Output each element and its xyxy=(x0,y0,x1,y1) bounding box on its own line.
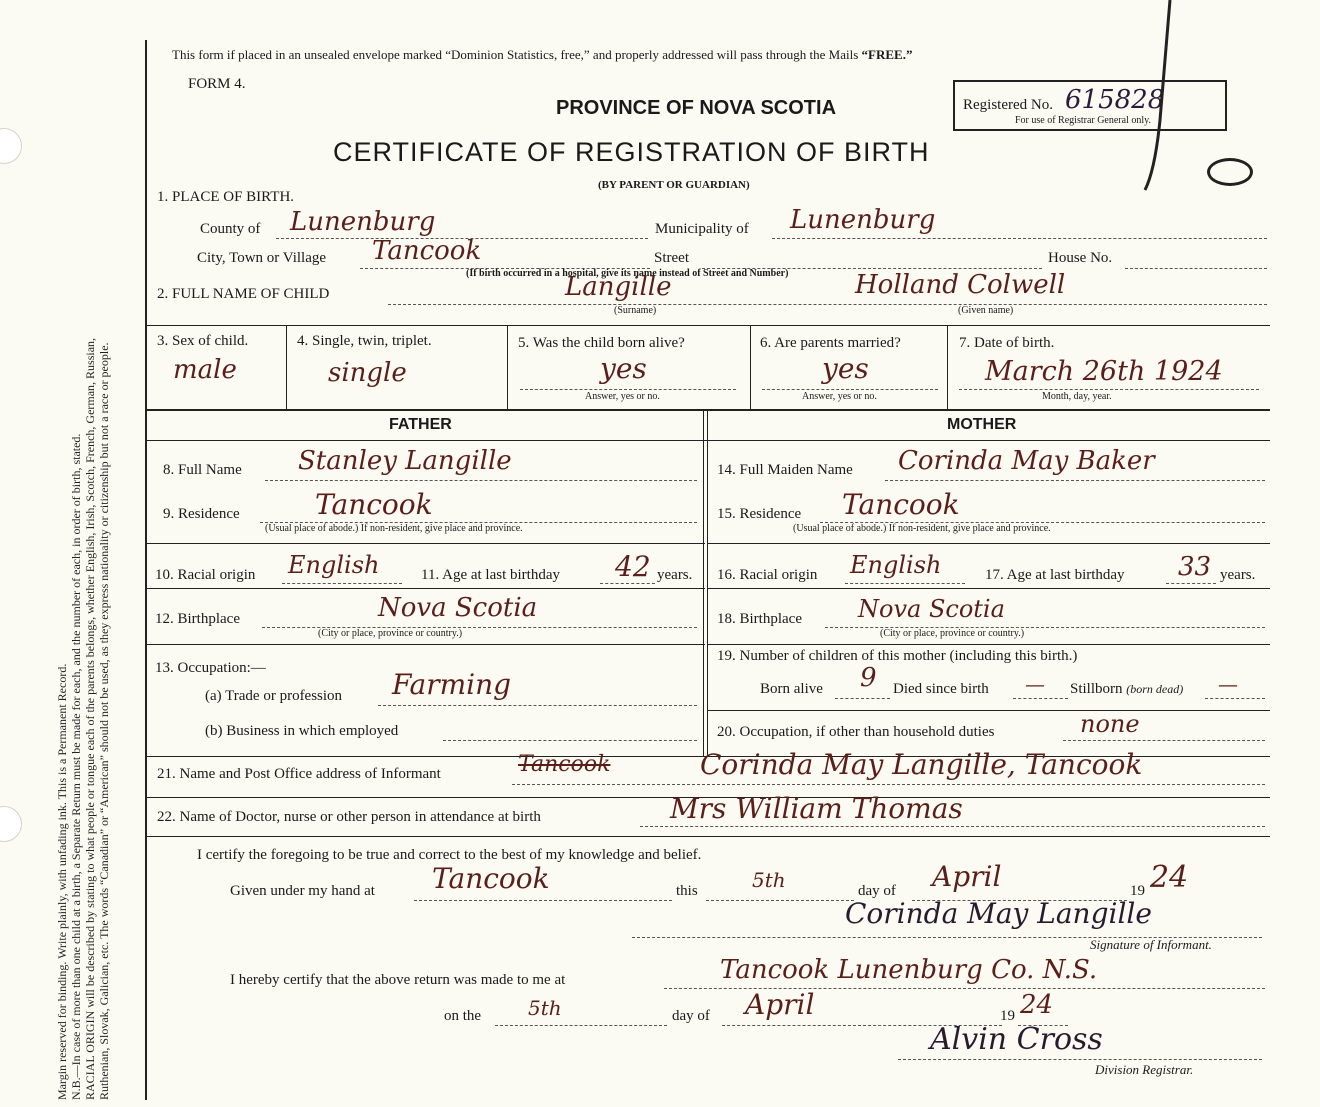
stillborn-label xyxy=(1070,681,1183,698)
registered-label: Registered No. xyxy=(963,97,1053,113)
father-business-line xyxy=(443,740,697,741)
mother-age-line xyxy=(1166,583,1216,584)
mail-notice xyxy=(172,47,912,63)
surname-caption: (Surname) xyxy=(614,305,657,316)
registrar-use-note: For use of Registrar General only. xyxy=(1015,115,1151,126)
mother-birthplace-caption: (City or place, province or country.) xyxy=(880,628,1025,639)
registrar-day-of-label: day of xyxy=(672,1008,710,1024)
given-name-caption: (Given name) xyxy=(958,305,1014,316)
father-birthplace-value: Nova Scotia xyxy=(378,593,538,623)
informant-line xyxy=(512,784,1265,785)
child-name-line xyxy=(388,304,1267,305)
city-value: Tancook xyxy=(372,236,482,266)
father-age-line xyxy=(600,583,655,584)
cert-day-of-label: day of xyxy=(858,883,896,899)
father-name-label: 8. Full Name xyxy=(163,462,242,478)
rule-mother-children xyxy=(707,710,1270,711)
married-line xyxy=(762,389,938,390)
informant-signature-caption: Signature of Informant. xyxy=(1090,937,1212,952)
father-racial-value: English xyxy=(288,551,380,579)
certify-statement: I certify the foregoing to be true and correct to the best of my knowledge and belief. xyxy=(197,847,702,863)
municipality-label: Municipality of xyxy=(655,221,749,237)
municipality-value: Lunenburg xyxy=(790,205,936,235)
this-label: this xyxy=(676,883,698,899)
form-number: FORM 4. xyxy=(188,76,246,92)
father-heading: FATHER xyxy=(389,416,452,433)
mother-birthplace-label: 18. Birthplace xyxy=(717,611,802,627)
rule-father-racial xyxy=(145,588,705,589)
alive-line xyxy=(520,389,736,390)
rule-father-residence xyxy=(145,543,705,544)
registrar-day-line xyxy=(495,1025,667,1026)
died-label: Died since birth xyxy=(893,681,989,697)
married-value: yes xyxy=(822,352,869,385)
stillborn-line xyxy=(1205,698,1265,699)
father-name-value: Stanley Langille xyxy=(298,446,512,476)
registrar-month-value: April xyxy=(745,988,815,1021)
mother-residence-caption: (Usual place of abode.) If non-resident, give place and province. xyxy=(793,523,1051,534)
plurality-value: single xyxy=(328,358,407,388)
mother-occupation-line xyxy=(1063,740,1265,741)
father-age-value: 42 xyxy=(615,550,651,583)
father-trade-value: Farming xyxy=(392,668,512,701)
father-birthplace-label: 12. Birthplace xyxy=(155,611,240,627)
alive-value: yes xyxy=(600,352,647,385)
died-value: — xyxy=(1025,672,1045,696)
mother-years-label: years. xyxy=(1220,567,1256,583)
registrar-year-prefix: 19 xyxy=(1000,1008,1015,1024)
mother-birthplace-value: Nova Scotia xyxy=(858,595,1005,623)
child-surname: Langille xyxy=(565,272,672,302)
left-border xyxy=(145,40,147,1100)
street-label: Street xyxy=(654,250,689,266)
married-caption: Answer, yes or no. xyxy=(802,391,877,402)
mother-residence-label: 15. Residence xyxy=(717,506,802,522)
attendant-line xyxy=(640,826,1265,827)
registrar-year-value: 24 xyxy=(1020,990,1054,1020)
alive-caption: Answer, yes or no. xyxy=(585,391,660,402)
father-trade-line xyxy=(378,705,697,706)
cert-day-value: 5th xyxy=(752,868,786,892)
informant-label: 21. Name and Post Office address of Informant xyxy=(157,766,441,782)
city-label: City, Town or Village xyxy=(197,250,327,266)
dob-label: 7. Date of birth. xyxy=(959,335,1055,351)
father-birthplace-caption: (City or place, province or country.) xyxy=(318,628,463,639)
attendant-value: Mrs William Thomas xyxy=(670,792,963,825)
punch-hole-top xyxy=(0,128,22,164)
died-line xyxy=(1013,698,1068,699)
father-occupation-label: 13. Occupation:— xyxy=(155,660,266,676)
county-value: Lunenburg xyxy=(290,207,436,237)
sex-value: male xyxy=(173,355,237,385)
married-label: 6. Are parents married? xyxy=(760,335,901,351)
registered-number: 615828 xyxy=(1065,85,1165,115)
born-alive-line xyxy=(835,698,890,699)
mother-racial-line xyxy=(845,583,965,584)
mother-name-line xyxy=(885,480,1265,481)
registrar-place-value: Tancook Lunenburg Co. N.S. xyxy=(720,955,1098,985)
father-residence-value: Tancook xyxy=(315,488,433,521)
sex-label: 3. Sex of child. xyxy=(157,333,249,349)
father-racial-label: 10. Racial origin xyxy=(155,567,256,583)
margin-note-1: Margin reserved for binding. Write plainly, with unfading ink. This is a Permanent Record. xyxy=(55,663,69,1100)
rule-attendant-bottom xyxy=(145,836,1270,837)
dob-value: March 26th 1924 xyxy=(985,356,1223,387)
given-place-line xyxy=(414,900,672,901)
row3-divider-2 xyxy=(507,326,508,410)
given-place-value: Tancook xyxy=(432,862,550,895)
mail-notice-free: “FREE.” xyxy=(861,47,913,62)
registrar-day-value: 5th xyxy=(528,996,562,1020)
dob-line xyxy=(959,389,1259,390)
born-alive-label: Born alive xyxy=(760,681,823,697)
place-of-birth-heading: 1. PLACE OF BIRTH. xyxy=(157,189,295,205)
informant-value: Corinda May Langille, Tancook xyxy=(700,748,1143,781)
margin-note-2: N.B.—In case of more than one child at a birth, a Separate Return must be made for each, and the number of each, in order of birth, stated. xyxy=(69,433,83,1100)
parents-divider-2 xyxy=(707,410,708,756)
cert-day-line xyxy=(706,900,854,901)
registrar-signature-line xyxy=(898,1059,1262,1060)
child-given-name: Holland Colwell xyxy=(855,270,1066,300)
page-title: CERTIFICATE OF REGISTRATION OF BIRTH xyxy=(333,137,930,167)
father-residence-caption: (Usual place of abode.) If non-resident, give place and province. xyxy=(265,523,523,534)
rule-mother-birthplace xyxy=(707,644,1270,645)
margin-note-4: Ruthenian, Slovak, Galician, etc. The words “Canadian” or “American” should not be used, as they express nationality or citizenship but not a race or people. xyxy=(97,342,111,1100)
registrar-statement: I hereby certify that the above return was made to me at xyxy=(230,972,566,988)
hospital-note: (If birth occurred in a hospital, give its name instead of Street and Number) xyxy=(466,268,789,279)
municipality-line xyxy=(772,238,1267,239)
father-years-label: years. xyxy=(657,567,693,583)
margin-note-3: RACIAL ORIGIN will be described by stating to what people or tongue each of the parents belongs, whether English, Irish, Scotch, French, German, Russian, xyxy=(83,337,97,1100)
dob-caption: Month, day, year. xyxy=(1042,391,1112,402)
cert-month-value: April xyxy=(932,860,1002,893)
mother-name-value: Corinda May Baker xyxy=(898,446,1155,476)
row3-divider-1 xyxy=(286,326,287,410)
mother-name-label: 14. Full Maiden Name xyxy=(717,462,853,478)
plurality-label: 4. Single, twin, triplet. xyxy=(297,333,432,349)
margin-notes xyxy=(55,20,111,1100)
mail-notice-text: This form if placed in an unsealed envelope marked “Dominion Statistics, free,” and properly addressed will pass through the Mails xyxy=(172,47,862,62)
house-label: House No. xyxy=(1048,250,1113,266)
row3-divider-3 xyxy=(750,326,751,410)
born-alive-value: 9 xyxy=(860,663,877,693)
father-name-line xyxy=(265,480,697,481)
father-trade-label: (a) Trade or profession xyxy=(205,688,343,704)
stillborn-note: (born dead) xyxy=(1126,682,1184,696)
father-age-label: 11. Age at last birthday xyxy=(421,567,560,583)
mother-racial-value: English xyxy=(850,551,942,579)
registrar-signature: Alvin Cross xyxy=(930,1022,1103,1057)
stillborn-text: Stillborn xyxy=(1070,681,1123,697)
county-label: County of xyxy=(200,221,261,237)
mother-age-value: 33 xyxy=(1178,552,1212,582)
registrar-caption: Division Registrar. xyxy=(1095,1062,1194,1077)
mother-occupation-value: none xyxy=(1080,710,1140,738)
mother-heading: MOTHER xyxy=(947,416,1017,433)
row3-divider-4 xyxy=(947,326,948,410)
cert-year-value: 24 xyxy=(1150,860,1189,895)
rule-mother-residence xyxy=(707,543,1270,544)
mother-children-label: 19. Number of children of this mother (including this birth.) xyxy=(717,648,1078,664)
mother-racial-label: 16. Racial origin xyxy=(717,567,818,583)
rule-mother-racial xyxy=(707,588,1270,589)
informant-struck-word: Tancook xyxy=(518,752,611,777)
stillborn-value: — xyxy=(1218,672,1238,696)
house-line xyxy=(1125,268,1267,269)
punch-hole-bottom xyxy=(0,806,22,842)
father-business-label: (b) Business in which employed xyxy=(205,723,399,739)
given-under-label: Given under my hand at xyxy=(230,883,375,899)
mother-occupation-label: 20. Occupation, if other than household duties xyxy=(717,724,995,740)
parents-divider xyxy=(703,410,704,756)
page-subtitle: (BY PARENT OR GUARDIAN) xyxy=(598,179,750,191)
rule-father-birthplace xyxy=(145,644,705,645)
cert-year-prefix: 19 xyxy=(1130,883,1145,899)
mother-age-label: 17. Age at last birthday xyxy=(985,567,1125,583)
mother-residence-value: Tancook xyxy=(842,488,960,521)
attendant-label: 22. Name of Doctor, nurse or other person in attendance at birth xyxy=(157,809,541,825)
province-heading: PROVINCE OF NOVA SCOTIA xyxy=(556,97,837,119)
ink-stamp-mark xyxy=(1207,158,1253,186)
father-residence-label: 9. Residence xyxy=(163,506,240,522)
alive-label: 5. Was the child born alive? xyxy=(518,335,685,351)
informant-signature: Corinda May Langille xyxy=(845,897,1152,930)
child-name-label: 2. FULL NAME OF CHILD xyxy=(157,286,330,302)
father-racial-line xyxy=(282,583,402,584)
on-the-label: on the xyxy=(444,1008,482,1024)
rule-row3-top xyxy=(145,325,1270,326)
